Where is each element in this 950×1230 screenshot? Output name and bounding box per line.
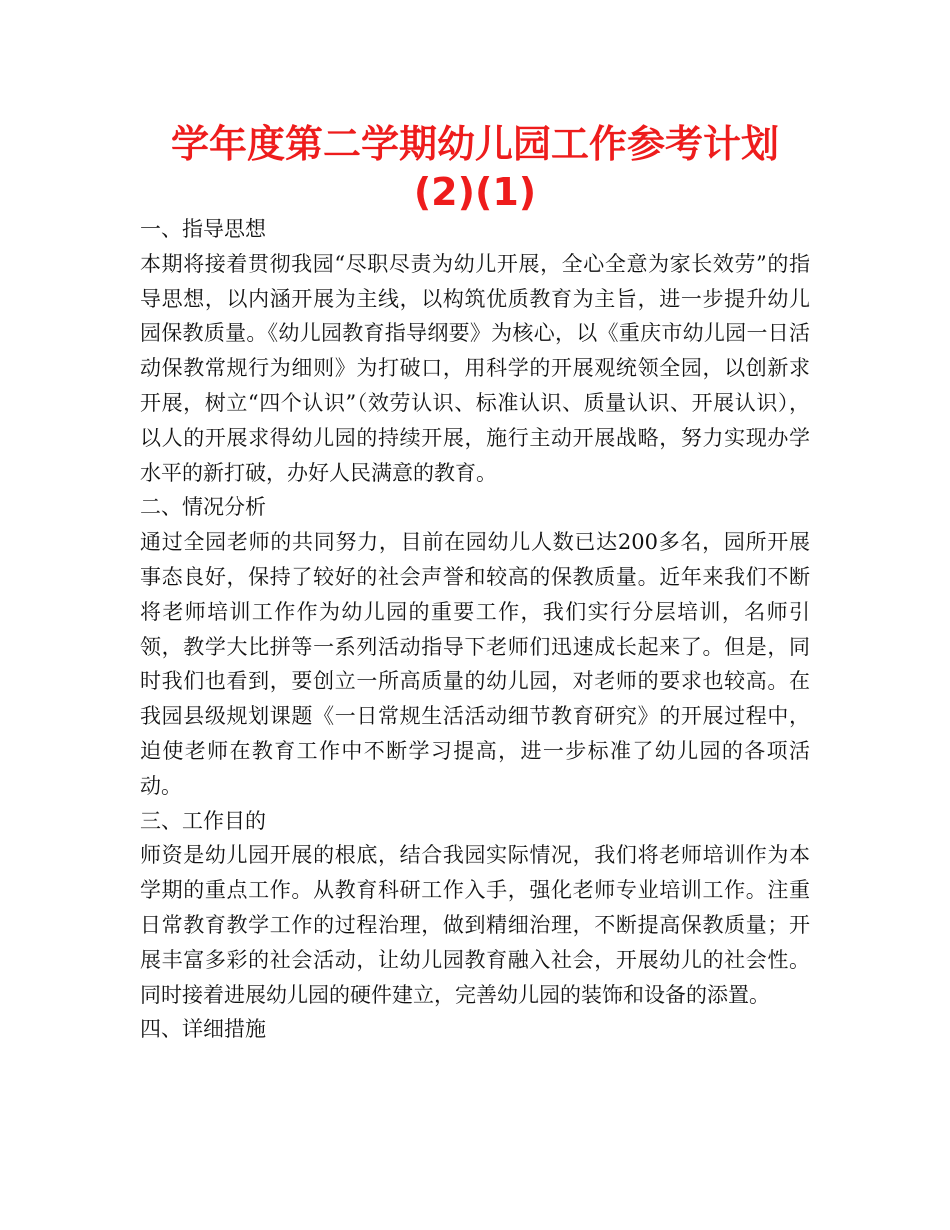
section-heading-situation-analysis: 二、情况分析	[140, 495, 266, 520]
document-title: 学年度第二学期幼儿园工作参考计划 (2)(1)	[170, 122, 779, 214]
section-text-guiding-ideology: 本期将接着贯彻我园“尽职尽责为幼儿开展，全心全意为家长效劳”的指导思想，以内涵开展为主线，以构筑优质教育为主旨，进一步提升幼儿园保教质量。《幼儿园教育指导纲要》为核心，以《重庆市幼儿园一日活动保教常规行为细则》为打破口，用科学的开展观统领全园，以创新求开展，树立“四个认识”（效劳认识、标准认识、质量认识、开展认识），以人的开展求得幼儿园的持续开展，施行主动开展战略，努力实现办学水平的新打破，办好人民满意的教育。	[140, 251, 810, 485]
section-text-situation-analysis: 通过全园老师的共同努力，目前在园幼儿人数已达200多名，园所开展事态良好，保持了较好的社会声誉和较高的保教质量。近年来我们不断将老师培训工作作为幼儿园的重要工作，我们实行分层培训，名师引领，教学大比拼等一系列活动指导下老师们迅速成长起来了。但是，同时我们也看到，要创立一所高质量的幼儿园，对老师的要求也较高。在我园县级规划课题《一日常规生活活动细节教育研究》的开展过程中，迫使老师在教育工作中不断学习提高，进一步标准了幼儿园的各项活动。	[140, 530, 810, 798]
section-heading-detailed-measures: 四、详细措施	[140, 1017, 266, 1042]
document-body	[140, 212, 810, 1047]
section-heading-guiding-ideology: 一、指导思想	[140, 217, 266, 241]
section-heading-work-goals: 三、工作目的	[140, 808, 266, 833]
section-text-work-goals: 师资是幼儿园开展的根底，结合我园实际情况，我们将老师培训作为本学期的重点工作。从教育科研工作入手，强化老师专业培训工作。注重日常教育教学工作的过程治理，做到精细治理，不断提高保教质量；开展丰富多彩的社会活动，让幼儿园教育融入社会，开展幼儿的社会性。同时接着进展幼儿园的硬件建立，完善幼儿园的装饰和设备的添置。	[140, 843, 810, 1007]
